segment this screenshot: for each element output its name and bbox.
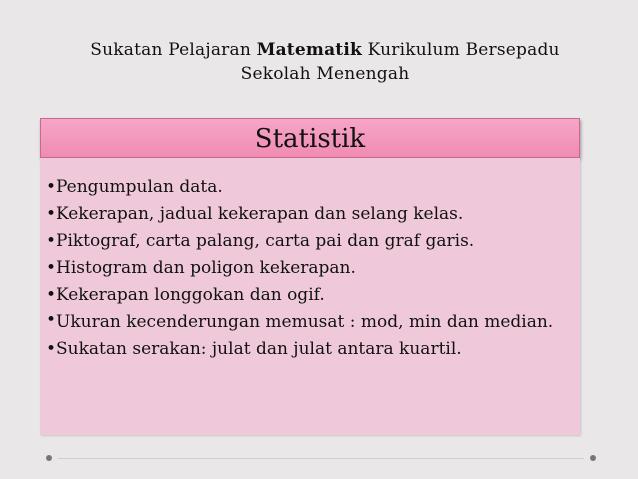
header-text-suffix: Kurikulum Bersepadu: [361, 40, 560, 60]
list-item-text: Kekerapan, jadual kekerapan dan selang kelas.: [56, 204, 464, 224]
footer-divider: [58, 458, 584, 459]
bullet-icon: •: [46, 310, 57, 330]
list-item-text: Sukatan serakan: julat dan julat antara kuartil.: [56, 339, 462, 359]
slide-title: Statistik: [40, 118, 580, 158]
bullet-icon: •: [46, 204, 57, 224]
header-text-prefix: Sukatan Pelajaran: [90, 40, 257, 60]
bullet-icon: •: [46, 285, 57, 305]
list-item-text: Histogram dan poligon kekerapan.: [56, 258, 356, 278]
list-item: [46, 255, 580, 282]
list-item: [46, 201, 580, 228]
list-item-text: Piktograf, carta palang, carta pai dan graf garis.: [56, 231, 475, 251]
header-text-line2: Sekolah Menengah: [240, 64, 410, 84]
bullet-icon: •: [46, 231, 57, 251]
list-item: [46, 336, 580, 363]
slide-header: [60, 38, 590, 86]
list-item: [46, 309, 580, 336]
list-item-text: Kekerapan longgokan dan ogif.: [56, 285, 325, 305]
content-box: [40, 158, 580, 435]
header-text-bold: Matematik: [256, 40, 362, 60]
list-item-text: Pengumpulan data.: [56, 177, 223, 197]
bullet-icon: •: [46, 177, 57, 197]
list-item: [46, 174, 580, 201]
footer-dot-left-icon: [46, 455, 52, 461]
bullet-icon: •: [46, 258, 57, 278]
list-item-text: Ukuran kecenderungan memusat : mod, min dan median.: [56, 312, 554, 332]
bullet-icon: •: [46, 339, 57, 359]
footer-dot-right-icon: [590, 455, 596, 461]
list-item: [46, 228, 580, 255]
bullet-list: [40, 158, 580, 363]
list-item: [46, 282, 580, 309]
